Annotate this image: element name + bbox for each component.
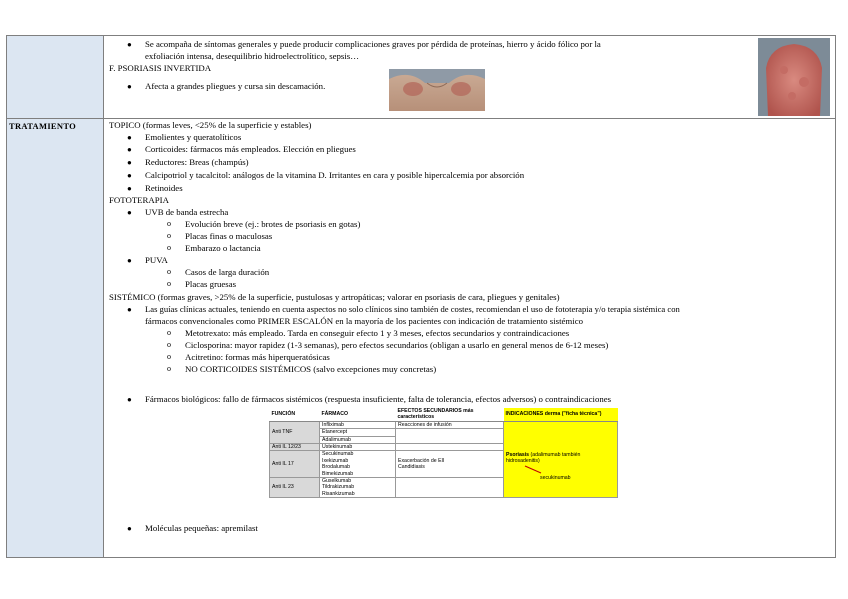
table-cell-efectos <box>396 478 504 498</box>
bullet: ● <box>127 171 132 180</box>
table-cell-farmaco: Etanercept <box>320 429 396 436</box>
indication-psoriasis: Psoriasis <box>506 451 530 458</box>
list-item: Moléculas pequeñas: apremilast <box>145 523 258 533</box>
indication-secukinumab: secukinumab <box>540 474 571 481</box>
table-cell-efectos: Reacciones de infusión <box>396 421 504 428</box>
list-item: Casos de larga duración <box>185 267 270 277</box>
table-cell-farmaco: Adalimumab <box>320 436 396 443</box>
col-header-indicaciones: INDICACIONES derma ("ficha técnica") <box>504 408 618 421</box>
bullet: ● <box>127 82 132 91</box>
text-line: fármacos convencionales como PRIMER ESCALÓN en la mayoría de los pacientes con indicación de tratamiento sistémico <box>145 316 584 326</box>
biologics-table <box>269 408 618 498</box>
bullet: ● <box>127 145 132 154</box>
bullet: ● <box>127 133 132 142</box>
photo-erythroderma <box>758 38 830 116</box>
fototerapia-heading: FOTOTERAPIA <box>109 195 169 205</box>
text-line: Afecta a grandes pliegues y cursa sin descamación. <box>145 81 326 91</box>
sub-bullet: o <box>167 340 171 349</box>
list-item: Retinoides <box>145 183 183 193</box>
sistemico-heading: SISTÉMICO (formas graves, >25% de la superficie, pustulosas y artropáticas; valorar en psoriasis de cara, pliegues y genitales) <box>109 292 560 302</box>
list-item: Emolientes y queratolíticos <box>145 132 242 142</box>
col-header-efectos: EFECTOS SECUNDARIOS más característicos <box>396 408 504 421</box>
section-heading: F. PSORIASIS INVERTIDA <box>109 63 212 73</box>
list-item: Embarazo o lactancia <box>185 243 261 253</box>
list-item: Calcipotriol y tacalcitol: análogos de la vitamina D. Irritantes en cara y posible hipercalcemia por absorción <box>145 170 525 180</box>
sub-bullet: o <box>167 231 171 240</box>
list-item: NO CORTICOIDES SISTÉMICOS (salvo excepciones muy concretas) <box>185 364 437 374</box>
col-header-farmaco: FÁRMACO <box>320 408 396 421</box>
list-item: PUVA <box>145 255 168 265</box>
table-cell-farmaco: Infliximab <box>320 421 396 428</box>
list-item: Evolución breve (ej.: brotes de psoriasis en gotas) <box>185 219 361 229</box>
table-cell-funcion: Anti IL 23 <box>270 478 320 498</box>
table-cell-farmaco: Secukinumab Ixekizumab Brodalumab Bimekizumab <box>320 451 396 478</box>
table-cell-farmaco: Ustekinumab <box>320 444 396 451</box>
bullet: ● <box>127 395 132 404</box>
table-cell-efectos <box>396 444 504 451</box>
table-cell-indicaciones <box>504 421 618 497</box>
bullet: ● <box>127 40 132 49</box>
list-item: Reductores: Breas (champús) <box>145 157 249 167</box>
text-line: Las guías clínicas actuales, teniendo en cuenta aspectos no solo clínicos sino también de costes, recomiendan el uso de fototerapia y/o terapia sistémica con <box>145 304 680 314</box>
text-line: exfoliación intensa, desequilibrio hidroelectrolítico, sepsis… <box>145 51 360 61</box>
list-item: Placas finas o maculosas <box>185 231 273 241</box>
table-cell-efectos <box>396 429 504 444</box>
list-item: Metotrexato: más empleado. Tarda en conseguir efecto 1 y 3 meses, efectos secundarios y contraindicaciones <box>185 328 570 338</box>
list-item: Placas gruesas <box>185 279 237 289</box>
bullet: ● <box>127 208 132 217</box>
sub-bullet: o <box>167 267 171 276</box>
table-cell-funcion: Anti IL 12/23 <box>270 444 320 451</box>
arrow-icon <box>524 465 544 475</box>
bullet: ● <box>127 305 132 314</box>
section-label-tratamiento: TRATAMIENTO <box>9 121 77 131</box>
sub-bullet: o <box>167 219 171 228</box>
photo-inverse-psoriasis <box>389 69 485 111</box>
table-cell-funcion: Anti IL 17 <box>270 451 320 478</box>
label-column <box>7 36 104 557</box>
text-line: Se acompaña de síntomas generales y puede producir complicaciones graves por pérdida de proteínas, hierro y ácido fólico por la <box>145 39 601 49</box>
list-item: Acitretino: formas más hiperqueratósicas <box>185 352 330 362</box>
document-table <box>6 35 836 558</box>
col-header-funcion: FUNCIÓN <box>270 408 320 421</box>
list-item: Corticoides: fármacos más empleados. Elección en pliegues <box>145 144 356 154</box>
sub-bullet: o <box>167 352 171 361</box>
table-cell-efectos: Exacerbación de EII Candidiasis <box>396 451 504 478</box>
indication-note: (adalimumab también hidrosadenitis) <box>506 451 581 465</box>
sub-bullet: o <box>167 243 171 252</box>
sub-bullet: o <box>167 364 171 373</box>
row-divider <box>7 118 835 119</box>
bullet: ● <box>127 524 132 533</box>
list-item: Fármacos biológicos: fallo de fármacos sistémicos (respuesta insuficiente, falta de tolerancia, efectos adversos) o contraindicaciones <box>145 394 612 404</box>
sub-bullet: o <box>167 279 171 288</box>
list-item: Ciclosporina: mayor rapidez (1-3 semanas), pero efectos secundarios (obligan a usarlo en general menos de 6-12 meses) <box>185 340 609 350</box>
list-item: UVB de banda estrecha <box>145 207 229 217</box>
bullet: ● <box>127 256 132 265</box>
sub-bullet: o <box>167 328 171 337</box>
table-cell-funcion: Anti TNF <box>270 421 320 443</box>
table-cell-farmaco: Guselkumab Tildrakizumab Risankizumab <box>320 478 396 498</box>
bullet: ● <box>127 184 132 193</box>
bullet: ● <box>127 158 132 167</box>
topico-heading: TOPICO (formas leves, <25% de la superficie y estables) <box>109 120 312 130</box>
